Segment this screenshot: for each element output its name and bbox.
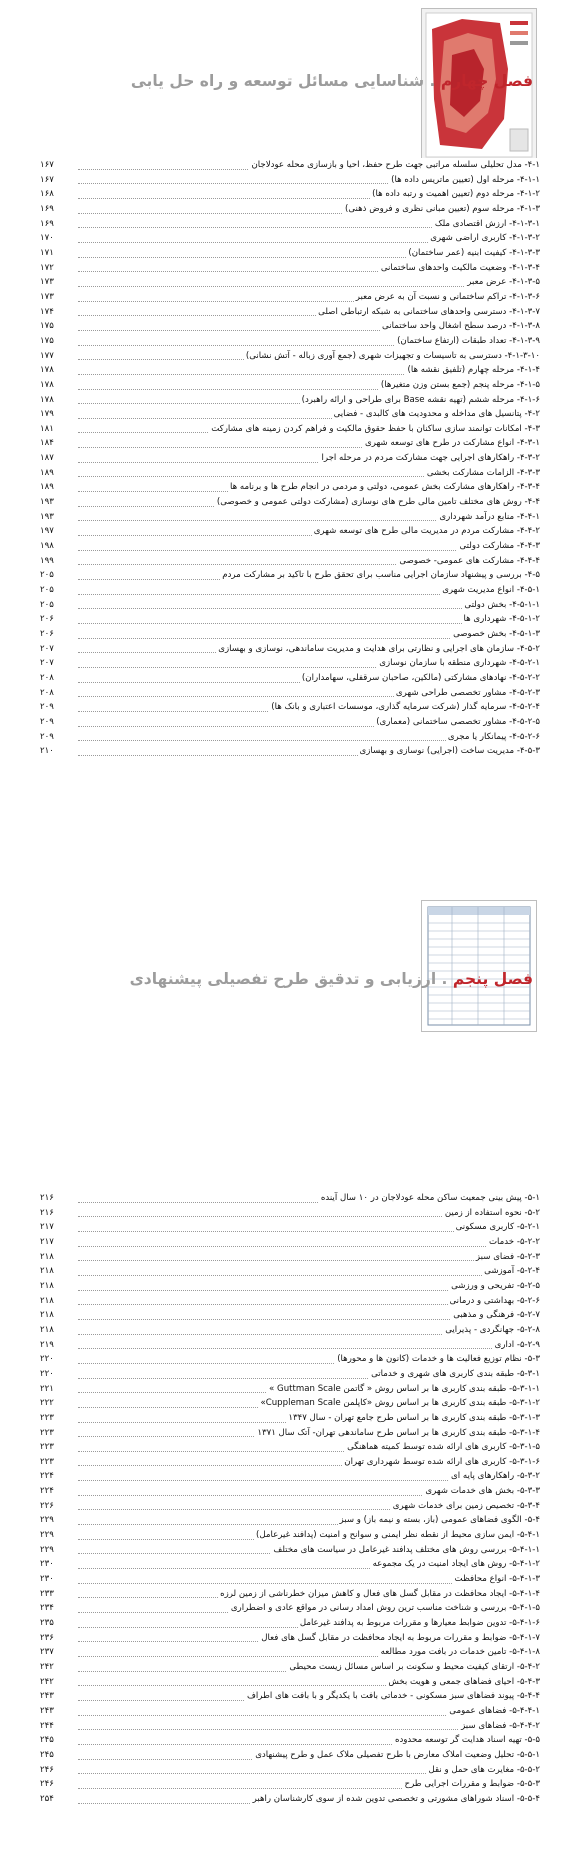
- toc-entry-title: ۴-۵-۳- مدیریت ساخت (اجرایی) نوسازی و بهسازی: [358, 744, 540, 759]
- toc-entry[interactable]: [40, 1323, 540, 1338]
- toc-entry[interactable]: [40, 598, 540, 613]
- toc-entry-page: ۲۴۴: [40, 1720, 54, 1731]
- toc-entry[interactable]: [40, 1499, 540, 1514]
- toc-entry-title: ۵-۵-۳- ضوابط و مقررات اجرایی طرح: [403, 1777, 540, 1792]
- toc-entry-title: ۵-۳-۱-۴- طبقه بندی کاربری ها بر اساس طرح ساماندهی تهران- آتک سال ۱۳۷۱: [255, 1426, 540, 1441]
- toc-entry[interactable]: [40, 1572, 540, 1587]
- toc-entry[interactable]: [40, 202, 540, 217]
- toc-entry-page: ۲۱۶: [40, 1193, 54, 1203]
- toc-entry-title: ۴-۳-۱- انواع مشارکت در طرح های توسعه شهری: [363, 436, 540, 451]
- toc-entry-title: ۵-۲-۴- آموزشی: [482, 1264, 540, 1279]
- toc-entry-page: ۲۱۷: [40, 1236, 54, 1247]
- toc-entry[interactable]: [40, 744, 540, 759]
- toc-entry[interactable]: [40, 246, 540, 261]
- toc-entry-page: ۲۰۵: [40, 570, 54, 581]
- toc-entry[interactable]: [40, 451, 540, 466]
- toc-entry-title: ۵-۴-۲- ارتقای کیفیت محیط و سکونت بر اساس مسائل زیست محیطی: [287, 1660, 540, 1675]
- toc-entry[interactable]: [40, 231, 540, 246]
- toc-entry-page: ۲۲۰: [40, 1354, 54, 1365]
- toc-entry-title: ۴-۳-۴- راهکارهای مشارکت بخش عمومی، دولتی و مردمی در انجام طرح ها و برنامه ها: [228, 480, 540, 495]
- toc-entry-title: ۵-۳-۱-۱- طبقه بندی کاربری ها بر اساس روش « گاتمن Guttman Scale »: [267, 1382, 540, 1397]
- toc-entry-page: ۱۶۷: [40, 160, 54, 170]
- toc-entry-title: ۵-۳-۱-۶- کاربری های ارائه شده توسط شهرداری تهران: [342, 1455, 540, 1470]
- toc-entry[interactable]: [40, 319, 540, 334]
- toc-entry-title: ۵-۴-۴-۱- فضاهای عمومی: [447, 1704, 540, 1719]
- toc-entry-title: ۴-۵-۲-۱- شهرداری منطقه با سازمان نوسازی: [377, 656, 540, 671]
- toc-entry-title: ۵-۲-۵- تفریحی و ورزشی: [449, 1279, 540, 1294]
- toc-entry-title: ۴-۴-۳- مشارکت دولتی: [457, 539, 540, 554]
- toc-entry-page: ۲۱۸: [40, 1324, 54, 1335]
- toc-entry-page: ۲۴۵: [40, 1749, 54, 1760]
- toc-entry[interactable]: [40, 1616, 540, 1631]
- toc-entry[interactable]: [40, 305, 540, 320]
- toc-entry[interactable]: [40, 1455, 540, 1470]
- toc-entry-title: ۴-۱-۴- مرحله چهارم (تلفیق نقشه ها): [405, 363, 540, 378]
- toc-entry-title: ۴-۳-۲- راهکارهای اجرایی جهت مشارکت مردم در مرحله اجرا: [319, 451, 540, 466]
- toc-entry-page: ۲۲۳: [40, 1427, 54, 1438]
- toc-entry-page: ۲۲۹: [40, 1515, 54, 1526]
- toc-entry-title: ۵-۲-۸- جهانگردی - پذیرایی: [443, 1323, 540, 1338]
- toc-entry[interactable]: [40, 1352, 540, 1367]
- toc-entry-title: ۵-۴- الگوی فضاهای عمومی (باز، بسته و نیمه باز) و سبز: [338, 1513, 541, 1528]
- toc-entry-title: ۴-۵-۱-۳- بخش خصوصی: [451, 627, 540, 642]
- toc-entry-page: ۱۶۸: [40, 189, 54, 200]
- toc-entry-title: ۴-۵-۲-۲- نهادهای مشارکتی (مالکین، صاحبان سرقفلی، سهامداران): [300, 671, 540, 686]
- toc-entry-title: ۴-۴-۲- مشارکت مردم در مدیریت مالی طرح های توسعه شهری: [312, 524, 540, 539]
- toc-entry-title: ۴-۳-۳- الزامات مشارکت بخشی: [425, 466, 540, 481]
- toc-entry[interactable]: [40, 1220, 540, 1235]
- toc-entry-title: ۵-۳-۳- بخش های خدمات شهری: [423, 1484, 540, 1499]
- leader-dots: [78, 1260, 540, 1261]
- toc-entry[interactable]: [40, 1484, 540, 1499]
- toc-entry-title: ۵-۴-۴-۲- فضاهای سبز: [459, 1719, 540, 1734]
- toc-entry-title: ۵-۴-۱-۱- بررسی روش های مختلف پدافند غیرعامل در سیاست های مختلف: [271, 1543, 540, 1558]
- toc-entry[interactable]: [40, 275, 540, 290]
- toc-entry-title: ۴-۱- مدل تحلیلی سلسله مراتبی جهت طرح حفظ، احیا و بازسازی محله عودلاجان: [249, 158, 540, 173]
- toc-entry-page: ۲۲۴: [40, 1486, 54, 1497]
- toc-entry[interactable]: [40, 1587, 540, 1602]
- toc-entry-page: ۲۴۶: [40, 1764, 54, 1775]
- toc-entry[interactable]: [40, 1543, 540, 1558]
- toc-entry[interactable]: [40, 656, 540, 671]
- toc-entry-page: ۲۲۶: [40, 1500, 54, 1511]
- toc-entry-page: ۱۷۱: [40, 247, 54, 258]
- toc-entry-page: ۱۹۸: [40, 541, 54, 552]
- toc-entry-title: ۵-۴-۱-۲- روش های ایجاد امنیت در یک مجموعه: [371, 1557, 540, 1572]
- chapter4-toc: [40, 158, 540, 759]
- toc-entry-title: ۵-۴-۳- احیای فضاهای جمعی و هویت بخش: [386, 1675, 540, 1690]
- toc-entry-page: ۲۰۶: [40, 629, 54, 639]
- toc-entry-title: ۴-۵-۱-۲- شهرداری ها: [462, 612, 541, 627]
- toc-entry-title: ۵-۲-۱- کاربری مسکونی: [454, 1220, 540, 1235]
- toc-entry-title: ۵-۵-۴- اسناد شوراهای مشورتی و تخصصی تدوین شده از سوی کارشناسان راهبر: [251, 1792, 540, 1807]
- toc-entry-page: ۱۶۹: [40, 203, 54, 214]
- toc-entry[interactable]: [40, 158, 540, 173]
- toc-entry-page: ۲۱۸: [40, 1310, 54, 1321]
- toc-entry-title: ۵-۳- نظام توزیع فعالیت ها و خدمات (کانون ها و محورها): [335, 1352, 540, 1367]
- toc-entry-page: ۱۹۳: [40, 497, 54, 508]
- toc-entry[interactable]: [40, 1250, 540, 1265]
- toc-entry[interactable]: [40, 583, 540, 598]
- toc-entry[interactable]: [40, 290, 540, 305]
- toc-entry-page: ۱۷۵: [40, 335, 54, 346]
- toc-entry[interactable]: [40, 1792, 540, 1807]
- toc-entry[interactable]: [40, 524, 540, 539]
- toc-entry-page: ۲۴۳: [40, 1691, 54, 1702]
- toc-entry-page: ۱۷۸: [40, 394, 54, 405]
- toc-entry-title: ۴-۱-۲- مرحله دوم (تعیین اهمیت و رتبه داده ها): [370, 187, 540, 202]
- toc-entry-page: ۱۷۸: [40, 379, 54, 390]
- toc-entry-page: ۱۷۲: [40, 262, 54, 273]
- toc-entry-page: ۱۸۹: [40, 482, 54, 493]
- toc-entry-page: ۲۳۵: [40, 1618, 54, 1629]
- toc-entry-page: ۲۲۳: [40, 1412, 54, 1423]
- toc-entry-page: ۲۲۹: [40, 1530, 54, 1541]
- chapter5-number: فصل پنجم: [452, 970, 533, 988]
- toc-entry[interactable]: [40, 407, 540, 422]
- toc-entry[interactable]: [40, 1675, 540, 1690]
- toc-entry[interactable]: [40, 1411, 540, 1426]
- toc-entry[interactable]: [40, 568, 540, 583]
- toc-entry-page: ۲۴۵: [40, 1735, 54, 1746]
- toc-entry-page: ۲۳۴: [40, 1603, 54, 1614]
- toc-entry[interactable]: [40, 1279, 540, 1294]
- toc-entry-page: ۱۷۳: [40, 291, 54, 302]
- toc-entry-title: ۵-۳-۱- طبقه بندی کاربری های شهری و خدماتی: [369, 1367, 540, 1382]
- toc-entry[interactable]: [40, 1396, 540, 1411]
- toc-entry-page: ۲۰۸: [40, 672, 54, 683]
- toc-entry-title: ۵-۳-۱-۵- کاربری های ارائه شده توسط کمیته هماهنگی: [345, 1440, 540, 1455]
- chapter4-subtitle: . شناسایی مسائل توسعه و راه حل یابی: [130, 72, 436, 90]
- toc-entry[interactable]: [40, 1528, 540, 1543]
- toc-entry-page: ۲۰۹: [40, 731, 54, 742]
- toc-entry-page: ۲۱۰: [40, 746, 54, 757]
- toc-entry-page: ۲۲۱: [40, 1383, 54, 1394]
- toc-entry-title: ۴-۵-۲-۶- پیمانکار یا مجری: [446, 730, 540, 745]
- toc-entry-title: ۵-۲-۷- فرهنگی و مذهبی: [451, 1308, 540, 1323]
- toc-entry-page: ۲۰۷: [40, 643, 54, 654]
- toc-entry[interactable]: [40, 1660, 540, 1675]
- toc-entry-page: ۱۸۱: [40, 423, 54, 434]
- toc-entry[interactable]: [40, 1469, 540, 1484]
- toc-entry[interactable]: [40, 642, 540, 657]
- toc-entry[interactable]: [40, 1748, 540, 1763]
- toc-entry-page: ۱۸۴: [40, 438, 54, 449]
- toc-entry-title: ۴-۵-۲-۳- مشاور تخصصی طراحی شهری: [394, 686, 540, 701]
- leader-dots: [78, 1246, 540, 1247]
- toc-entry-page: ۲۲۲: [40, 1398, 54, 1409]
- toc-entry[interactable]: [40, 539, 540, 554]
- toc-entry-title: ۴-۱-۳- مرحله سوم (تعیین مبانی نظری و فروض ذهنی): [343, 202, 540, 217]
- toc-entry-page: ۲۱۷: [40, 1222, 54, 1233]
- toc-entry[interactable]: [40, 1367, 540, 1382]
- toc-entry-page: ۱۷۴: [40, 306, 54, 317]
- toc-entry-title: ۵-۴-۱-۶- تدوین ضوابط معیارها و مقررات مربوط به پدافند غیرعامل: [298, 1616, 540, 1631]
- toc-entry-page: ۲۴۲: [40, 1676, 54, 1687]
- toc-entry-title: ۴-۵-۱- انواع مدیریت شهری: [440, 583, 540, 598]
- toc-entry-page: ۲۳۳: [40, 1588, 54, 1599]
- toc-entry-title: ۴-۵- بررسی و پیشنهاد سازمان اجرایی مناسب برای تحقق طرح با تاکید بر مشارکت مردم: [220, 568, 540, 583]
- toc-entry-title: ۵-۲-۹- اداری: [493, 1338, 540, 1353]
- toc-entry-title: ۵-۱- پیش بینی جمعیت ساکن محله عودلاجان در ۱۰ سال آینده: [319, 1191, 540, 1206]
- toc-entry-page: ۱۷۵: [40, 321, 54, 332]
- toc-entry[interactable]: [40, 730, 540, 745]
- toc-entry-title: ۴-۲- پتانسیل های مداخله و محدودیت های کالبدی - فضایی: [332, 407, 540, 422]
- toc-entry-page: ۲۵۴: [40, 1793, 54, 1804]
- toc-entry-page: ۲۴۲: [40, 1662, 54, 1672]
- toc-entry-page: ۱۶۹: [40, 218, 54, 229]
- toc-entry[interactable]: [40, 612, 540, 627]
- toc-entry-title: ۵-۳-۱-۳- طبقه بندی کاربری ها بر اساس طرح جامع تهران - سال ۱۳۴۷: [286, 1411, 540, 1426]
- chapter5-subtitle: . ارزیابی و تدقیق طرح تفصیلی پیشنهادی: [129, 970, 448, 988]
- toc-entry[interactable]: [40, 187, 540, 202]
- toc-entry-page: ۲۲۴: [40, 1471, 54, 1482]
- toc-entry-title: ۴-۳- امکانات توانمند سازی ساکنان با حفظ حقوق مالکیت و فراهم کردن زمینه های مشارکت: [209, 422, 540, 437]
- toc-entry-page: ۱۹۷: [40, 526, 54, 537]
- toc-entry-page: ۲۲۰: [40, 1368, 54, 1379]
- toc-entry-page: ۱۸۷: [40, 453, 54, 464]
- toc-entry[interactable]: [40, 378, 540, 393]
- toc-entry[interactable]: [40, 1294, 540, 1309]
- toc-entry-title: ۴-۴- روش های مختلف تامین مالی طرح های نوسازی (مشارکت دولتی عمومی و خصوصی): [215, 495, 540, 510]
- toc-entry-title: ۵-۵-۱- تحلیل وضعیت املاک معارض با طرح تفصیلی ملاک عمل و طرح پیشنهادی: [253, 1748, 540, 1763]
- toc-entry-page: ۱۹۹: [40, 555, 54, 566]
- toc-entry-page: ۲۱۸: [40, 1266, 54, 1277]
- toc-entry-page: ۲۳۰: [40, 1559, 54, 1570]
- toc-entry-page: ۲۰۷: [40, 658, 54, 669]
- toc-entry-page: ۲۰۸: [40, 687, 54, 698]
- toc-entry[interactable]: [40, 1777, 540, 1792]
- toc-entry-page: ۱۷۰: [40, 233, 54, 244]
- toc-entry-title: ۴-۵-۲-۵- مشاور تخصصی ساختمانی (معماری): [374, 715, 540, 730]
- toc-entry-title: ۴-۱-۳-۹- تعداد طبقات (ارتفاع ساختمان): [395, 334, 540, 349]
- toc-entry-title: ۴-۱-۳-۵- عرض معبر: [465, 275, 540, 290]
- toc-entry-title: ۴-۱-۳-۱- ارزش اقتصادی ملک: [433, 217, 540, 232]
- toc-entry-title: ۵-۴-۱-۳- انواع محافظت: [453, 1572, 540, 1587]
- toc-entry[interactable]: [40, 1513, 540, 1528]
- toc-entry-title: ۴-۵-۲- سازمان های اجرایی و نظارتی برای هدایت و مدیریت ساماندهی، نوسازی و بهسازی: [216, 642, 540, 657]
- toc-entry-title: ۴-۱-۱- مرحله اول (تعیین ماتریس داده ها): [389, 173, 540, 188]
- toc-entry-page: ۲۲۹: [40, 1544, 54, 1555]
- toc-entry[interactable]: [40, 554, 540, 569]
- toc-entry-title: ۴-۱-۳-۶- تراکم ساختمانی و نسبت آن به عرض معبر: [354, 290, 540, 305]
- toc-entry[interactable]: [40, 363, 540, 378]
- toc-entry[interactable]: [40, 700, 540, 715]
- toc-entry[interactable]: [40, 1763, 540, 1778]
- toc-entry[interactable]: [40, 1557, 540, 1572]
- toc-entry-title: ۵-۳-۱-۲- طبقه بندی کاربری ها بر اساس روش «کاپلمن Cuppleman Scale»: [258, 1396, 540, 1411]
- toc-entry-title: ۵-۲- نحوه استفاده از زمین: [443, 1206, 540, 1221]
- toc-entry-title: ۴-۱-۳-۴- وضعیت مالکیت واحدهای ساختمانی: [379, 261, 540, 276]
- toc-entry-title: ۴-۵-۲-۴- سرمایه گذار (شرکت سرمایه گذاری، موسسات اعتباری و بانک ها): [269, 700, 540, 715]
- toc-entry[interactable]: [40, 1704, 540, 1719]
- leader-dots: [78, 1275, 540, 1276]
- toc-entry-page: ۲۴۳: [40, 1705, 54, 1716]
- toc-entry[interactable]: [40, 495, 540, 510]
- toc-entry-title: ۵-۲-۳- فضای سبز: [474, 1250, 540, 1265]
- toc-entry-title: ۵-۳-۲- راهکارهای پایه ای: [449, 1469, 540, 1484]
- toc-entry[interactable]: [40, 1601, 540, 1616]
- toc-entry-title: ۴-۱-۳-۷- دسترسی واحدهای ساختمانی به شبکه ارتباطی اصلی: [316, 305, 540, 320]
- toc-entry-page: ۲۰۵: [40, 599, 54, 610]
- toc-entry[interactable]: [40, 1191, 540, 1206]
- chapter5-heading: [113, 966, 533, 992]
- toc-entry-title: ۴-۱-۵- مرحله پنجم (جمع بستن وزن متغیرها): [379, 378, 540, 393]
- toc-entry-page: ۲۲۳: [40, 1442, 54, 1453]
- toc-entry[interactable]: [40, 1264, 540, 1279]
- toc-entry[interactable]: [40, 627, 540, 642]
- toc-entry-title: ۴-۱-۳-۸- درصد سطح اشغال واحد ساختمانی: [380, 319, 540, 334]
- toc-entry[interactable]: [40, 1631, 540, 1646]
- toc-entry[interactable]: [40, 1206, 540, 1221]
- chapter4-number: فصل چهارم: [440, 72, 533, 90]
- toc-entry-title: ۵-۵-۲- مغایرت های حمل و نقل: [427, 1763, 540, 1778]
- toc-entry-page: ۲۲۳: [40, 1456, 54, 1467]
- toc-entry-title: ۵-۴-۱-۵- بررسی و شناخت مناسب ترین روش امداد رسانی در مواقع عادی و اضطراری: [229, 1601, 540, 1616]
- toc-entry-page: ۱۷۷: [40, 350, 54, 361]
- toc-entry-title: ۵-۲-۲- خدمات: [487, 1235, 540, 1250]
- toc-entry[interactable]: [40, 480, 540, 495]
- toc-entry[interactable]: [40, 393, 540, 408]
- chapter5-toc: [40, 1191, 540, 1807]
- toc-entry-page: ۲۱۶: [40, 1207, 54, 1218]
- toc-entry-page: ۲۱۹: [40, 1339, 54, 1350]
- toc-entry-title: ۴-۱-۳-۲- کاربری اراضی شهری: [428, 231, 540, 246]
- toc-entry-page: ۲۱۸: [40, 1251, 54, 1262]
- toc-entry[interactable]: [40, 510, 540, 525]
- toc-entry-page: ۲۳۰: [40, 1574, 54, 1585]
- toc-entry-title: ۴-۴-۱- منابع درآمد شهرداری: [437, 510, 540, 525]
- toc-entry-title: ۵-۲-۶- بهداشتی و درمانی: [448, 1294, 540, 1309]
- toc-entry[interactable]: [40, 217, 540, 232]
- toc-entry-page: ۲۰۵: [40, 585, 54, 596]
- toc-entry-page: ۲۰۹: [40, 702, 54, 713]
- toc-entry-title: ۴-۴-۴- مشارکت های عمومی- خصوصی: [397, 554, 540, 569]
- toc-entry[interactable]: [40, 1719, 540, 1734]
- toc-entry-page: ۱۷۸: [40, 365, 54, 376]
- toc-entry[interactable]: [40, 1308, 540, 1323]
- toc-entry[interactable]: [40, 671, 540, 686]
- toc-entry[interactable]: [40, 1440, 540, 1455]
- toc-entry[interactable]: [40, 422, 540, 437]
- toc-entry-page: ۲۰۹: [40, 716, 54, 727]
- toc-entry[interactable]: [40, 261, 540, 276]
- toc-entry[interactable]: [40, 1382, 540, 1397]
- toc-entry-page: ۱۷۳: [40, 277, 54, 288]
- toc-entry-title: ۵-۳-۴- تخصیص زمین برای خدمات شهری: [391, 1499, 540, 1514]
- toc-entry[interactable]: [40, 1426, 540, 1441]
- toc-entry-page: ۱۶۷: [40, 174, 54, 185]
- toc-entry-page: ۲۱۸: [40, 1280, 54, 1291]
- toc-entry-page: ۲۰۶: [40, 614, 54, 625]
- toc-entry[interactable]: [40, 466, 540, 481]
- toc-entry-page: ۱۷۹: [40, 409, 54, 420]
- toc-entry-title: ۵-۴-۱-۸- تامین خدمات در بافت مورد مطالعه: [379, 1645, 540, 1660]
- toc-entry-title: ۴-۱-۶- مرحله ششم (تهیه نقشه Base برای طراحی و ارائه راهبرد): [300, 393, 540, 408]
- toc-entry[interactable]: [40, 1689, 540, 1704]
- toc-entry-title: ۴-۵-۱-۱- بخش دولتی: [462, 598, 540, 613]
- toc-entry-title: ۵-۴-۱- ایمن سازی محیط از نقطه نظر ایمنی و سوانح و امنیت (پدافند غیرعامل): [254, 1528, 540, 1543]
- toc-entry-page: ۱۹۳: [40, 511, 54, 522]
- toc-entry-title: ۵-۴-۱-۷- ضوابط و مقررات مربوط به ایجاد محافظت در مقابل گسل های فعال: [259, 1631, 540, 1646]
- toc-entry-page: ۲۳۷: [40, 1647, 54, 1658]
- toc-entry[interactable]: [40, 1338, 540, 1353]
- toc-entry-title: ۴-۱-۳-۳- کیفیت ابنیه (عمر ساختمان): [406, 246, 540, 261]
- toc-entry-page: ۲۳۶: [40, 1632, 54, 1643]
- toc-entry-page: ۲۱۸: [40, 1295, 54, 1306]
- toc-entry-page: ۱۸۹: [40, 467, 54, 478]
- toc-entry[interactable]: [40, 715, 540, 730]
- toc-entry-title: ۵-۴-۱-۴- ایجاد محافظت در مقابل گسل های فعال و کاهش میزان خطرناشی از زمین لرزه: [218, 1587, 540, 1602]
- toc-entry[interactable]: [40, 349, 540, 364]
- toc-entry-title: ۵-۵- تهیه اسناد هدایت گر توسعه محدوده: [393, 1733, 540, 1748]
- toc-entry-title: ۴-۱-۳-۱۰- دسترسی به تاسیسات و تجهیزات شهری (جمع آوری زباله - آتش نشانی): [244, 349, 540, 364]
- toc-entry-title: ۵-۴-۴- پیوند فضاهای سبز مسکونی - خدماتی بافت با یکدیگر و با بافت های اطراف: [245, 1689, 540, 1704]
- toc-entry[interactable]: [40, 436, 540, 451]
- chapter4-heading: [113, 68, 533, 94]
- toc-entry[interactable]: [40, 1645, 540, 1660]
- toc-entry[interactable]: [40, 1733, 540, 1748]
- toc-entry[interactable]: [40, 173, 540, 188]
- toc-entry[interactable]: [40, 1235, 540, 1250]
- toc-entry-page: ۲۴۶: [40, 1779, 54, 1790]
- leader-dots: [78, 1348, 540, 1349]
- toc-entry[interactable]: [40, 686, 540, 701]
- toc-entry[interactable]: [40, 334, 540, 349]
